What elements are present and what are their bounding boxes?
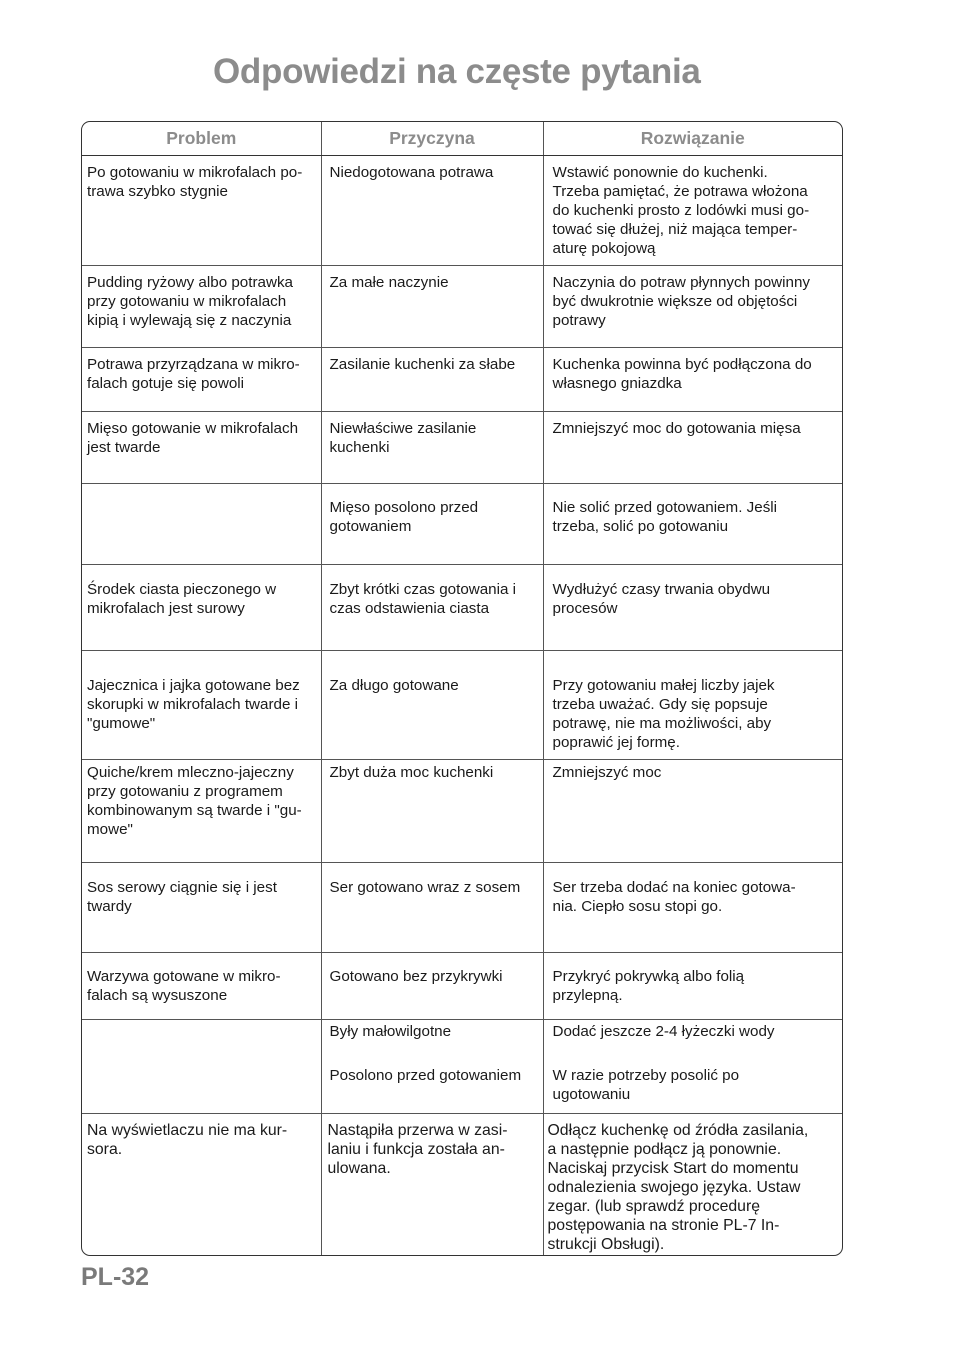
solution-cell: Kuchenka powinna być podłączona do własnego gniazdka (543, 348, 842, 412)
solution-cell: Wstawić ponownie do kuchenki. Trzeba pamiętać, że potrawa włożona do kuchenki prosto z lodówki musi go- tować się dłużej, niż mająca temper- aturę pokojową (552, 164, 810, 257)
problem-cell: Na wyświetlaczu nie ma kur- sora. (82, 1114, 321, 1257)
solution-line: W razie potrzeby posolić po ugotowaniu (552, 1067, 740, 1103)
solution-line: Dodać jeszcze 2-4 łyżeczki wody (552, 1023, 775, 1040)
cause-cell: Niewłaściwe zasilanie kuchenki (321, 412, 543, 484)
table-row (82, 760, 842, 863)
cause-cell: Ser gotowano wraz z sosem (321, 863, 543, 953)
cause-line: Posolono przed gotowaniem (329, 1067, 522, 1084)
table-row (82, 484, 842, 565)
cause-cell: Zbyt krótki czas gotowania i czas odstawienia ciasta (321, 565, 543, 651)
table-row (82, 1020, 842, 1114)
problem-cell: Potrawa przyrządzana w mikro- falach gotuje się powoli (82, 348, 321, 412)
problem-cell: Środek ciasta pieczonego w mikrofalach jest surowy (82, 565, 321, 651)
cause-cell: Mięso posolono przed gotowaniem (321, 484, 543, 565)
cause-cell: Niedogotowana potrawa (321, 156, 543, 266)
problem-cell: Warzywa gotowane w mikro- falach są wysuszone (82, 953, 321, 1020)
table-row (82, 953, 842, 1020)
problem-cell: Mięso gotowanie w mikrofalach jest twarde (82, 412, 321, 484)
solution-cell: Przy gotowaniu małej liczby jajek trzeba uważać. Gdy się popsuje potrawę, nie ma możliwości, aby poprawić jej formę. (543, 651, 842, 760)
solution-cell: Zmniejszyć moc (543, 760, 842, 863)
cause-cell: Zbyt duża moc kuchenki (321, 760, 543, 863)
cause-cell: Za długo gotowane (321, 651, 543, 760)
cause-cell: Nastąpiła przerwa w zasi- laniu i funkcja została an- ulowana. (321, 1114, 543, 1257)
table-row (82, 1114, 842, 1257)
problem-cell: Sos serowy ciągnie się i jest twardy (82, 863, 321, 953)
solution-cell: Ser trzeba dodać na koniec gotowa- nia. Ciepło sosu stopi go. (543, 863, 842, 953)
solution-cell: Wydłużyć czasy trwania obydwu procesów (543, 565, 842, 651)
header-problem: Problem (82, 122, 321, 156)
page-title: Odpowiedzi na częste pytania (213, 52, 701, 91)
solution-cell: Odłącz kuchenkę od źródła zasilania, a następnie podłącz ją ponownie. Naciskaj przycisk Start do momentu odnalezienia swojego języka. Ustaw zegar. (lub sprawdź procedurę postępowania na stronie PL-7 In- strukcji Obsługi). (543, 1114, 842, 1257)
cause-cell: Za małe naczynie (321, 266, 543, 348)
cause-cell (321, 1020, 543, 1114)
header-cause: Przyczyna (321, 122, 543, 156)
solution-cell (543, 1020, 842, 1114)
table-row (82, 348, 842, 412)
page-number: PL-32 (81, 1263, 150, 1291)
problem-cell: Po gotowaniu w mikrofalach po- trawa szybko stygnie (82, 156, 321, 266)
table-row (82, 412, 842, 484)
table-row (82, 266, 842, 348)
solution-cell: Zmniejszyć moc do gotowania mięsa (543, 412, 842, 484)
table-header-row (82, 122, 842, 156)
cause-cell: Gotowano bez przykrywki (321, 953, 543, 1020)
table-row (82, 156, 842, 266)
header-solution: Rozwiązanie (543, 122, 842, 156)
problem-cell: Quiche/krem mleczno-jajeczny przy gotowaniu z programem kombinowanym są twarde i "gu- mowe" (82, 760, 321, 863)
problem-cell: Jajecznica i jajka gotowane bez skorupki w mikrofalach twarde i "gumowe" (82, 651, 321, 760)
problem-cell: Pudding ryżowy albo potrawka przy gotowaniu w mikrofalach kipią i wylewają się z naczynia (82, 266, 321, 348)
table-row (82, 863, 842, 953)
cause-cell: Zasilanie kuchenki za słabe (321, 348, 543, 412)
problem-cell (82, 484, 321, 565)
solution-cell: Przykryć pokrywką albo folią przylepną. (543, 953, 842, 1020)
cause-line: Były małowilgotne (329, 1023, 452, 1040)
table-row (82, 565, 842, 651)
solution-cell: Naczynia do potraw płynnych powinny być dwukrotnie większe od objętości potrawy (543, 266, 842, 348)
faq-table (81, 121, 843, 1256)
table-row (82, 651, 842, 760)
problem-cell (82, 1020, 321, 1114)
solution-cell: Nie solić przed gotowaniem. Jeśli trzeba, solić po gotowaniu (543, 484, 842, 565)
